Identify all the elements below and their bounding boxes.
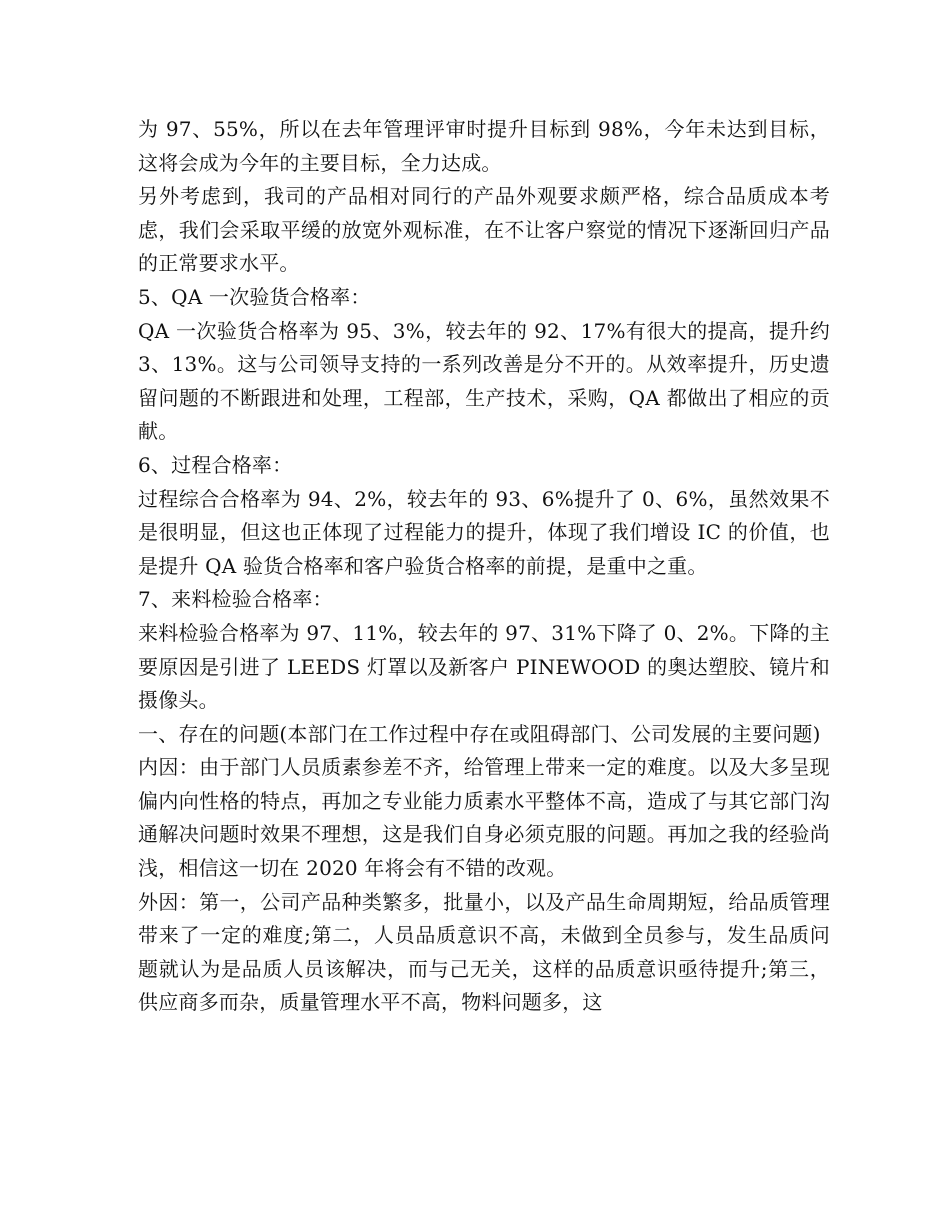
paragraph-incoming-inspection: 来料检验合格率为 97、11%，较去年的 97、31%下降了 0、2%。下降的主要原因是引进了 LEEDS 灯罩以及新客户 PINEWOOD 的奥达塑胶、镜片和摄像头。	[138, 620, 830, 713]
heading-incoming-inspection: 7、来料检验合格率：	[138, 587, 333, 612]
paragraph-external-causes: 外因：第一，公司产品种类繁多，批量小，以及产品生命周期短，给品质管理带来了一定的难度;第二，人员品质意识不高，未做到全员参与，发生品质问题就认为是品质人员该解决，而与己无关，这样的品质意识亟待提升;第三，供应商多而杂，质量管理水平不高，物料问题多，这	[138, 889, 830, 1015]
heading-qa-pass-rate: 5、QA 一次验货合格率：	[138, 284, 371, 309]
paragraph-qc-target: 为 97、55%，所以在去年管理评审时提升目标到 98%，今年未达到目标，这将会成为今年的主要目标，全力达成。	[138, 117, 830, 175]
paragraph-appearance-standard: 另外考虑到，我司的产品相对同行的产品外观要求颇严格，综合品质成本考虑，我们会采取平缓的放宽外观标准，在不让客户察觉的情况下逐渐回归产品的正常要求水平。	[138, 184, 830, 276]
heading-process-pass-rate: 6、过程合格率：	[138, 452, 293, 477]
paragraph-qa-pass-rate: QA 一次验货合格率为 95、3%，较去年的 92、17%有很大的提高，提升约 3、13%。这与公司领导支持的一系列改善是分不开的。从效率提升，历史遗留问题的不断跟进和处理，工程部，生产技术，采购，QA 都做出了相应的贡献。	[138, 318, 830, 444]
paragraph-process-pass-rate: 过程综合合格率为 94、2%，较去年的 93、6%提升了 0、6%，虽然效果不是很明显，但这也正体现了过程能力的提升，体现了我们增设 IC 的价值，也是提升 QA 验货合格率和客户验货合格率的前提，是重中之重。	[138, 486, 830, 578]
document-body	[138, 113, 830, 1020]
paragraph-internal-causes: 内因：由于部门人员质素参差不齐，给管理上带来一定的难度。以及大多呈现偏内向性格的特点，再加之专业能力质素水平整体不高，造成了与其它部门沟通解决问题时效果不理想，这是我们自身必须克服的问题。再加之我的经验尚浅，相信这一切在 2020 年将会有不错的改观。	[138, 755, 830, 881]
heading-existing-problems: 一、存在的问题(本部门在工作过程中存在或阻碍部门、公司发展的主要问题)	[138, 721, 821, 746]
